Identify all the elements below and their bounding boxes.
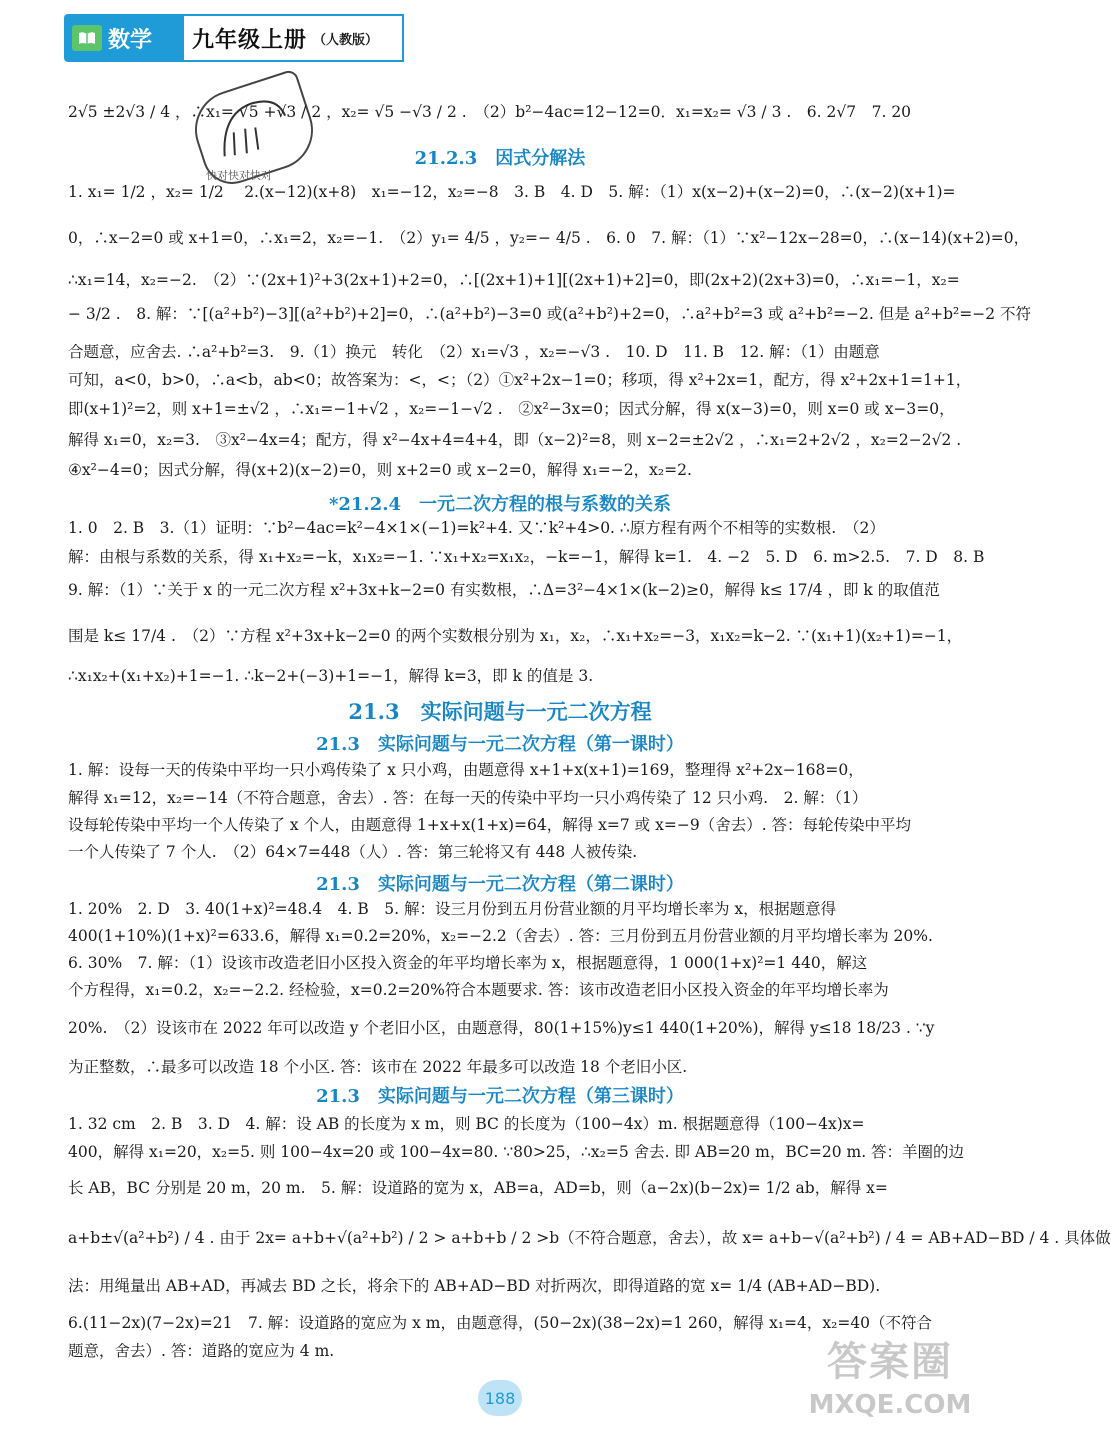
section-heading: 21.3 实际问题与一元二次方程（第一课时） bbox=[316, 734, 684, 755]
grade-tag bbox=[184, 14, 404, 62]
text-line: 1. 解：设每一天的传染中平均一只小鸡传染了 x 只小鸡，由题意得 x+1+x(x+1)=169，整理得 x²+2x−168=0， bbox=[68, 761, 864, 779]
text-line: 1. x₁= 1/2 ，x₂= 1/2 2.(x−12)(x+8) x₁=−12，x₂=−8 3. B 4. D 5. 解：（1）x(x−2)+(x−2)=0，∴(x−2)(x+1)= bbox=[68, 183, 956, 201]
text-line: 围是 k≤ 17/4 . （2）∵方程 x²+3x+k−2=0 的两个实数根分别为 x₁，x₂，∴x₁+x₂=−3，x₁x₂=k−2. ∵(x₁+1)(x₂+1)=−1， bbox=[68, 627, 963, 645]
section-heading: 21.3 实际问题与一元二次方程（第二课时） bbox=[316, 874, 684, 895]
text-line: 解得 x₁=0，x₂=3. ③x²−4x=4；配方，得 x²−4x+4=4+4，即（x−2)²=8，则 x−2=±2√2 ，∴x₁=2+2√2 ，x₂=2−2√2 . bbox=[68, 431, 962, 449]
text-line: 合题意，应舍去. ∴a²+b²=3. 9.（1）换元 转化 （2）x₁=√3 ，x₂=−√3 . 10. D 11. B 12. 解：（1）由题意 bbox=[68, 343, 880, 361]
text-line: 题意，舍去）. 答：道路的宽应为 4 m. bbox=[68, 1342, 335, 1360]
text-line: 解得 x₁=12，x₂=−14（不符合题意，舍去）. 答：在每一天的传染中平均一只小鸡传染了 12 只小鸡. 2. 解：（1） bbox=[68, 789, 868, 807]
text-line: 0，∴x−2=0 或 x+1=0，∴x₁=2，x₂=−1. （2）y₁= 4/5 ，y₂=− 4/5 . 6. 0 7. 解：（1）∵x²−12x−28=0，∴(x−14)(x+2)=0， bbox=[68, 229, 1030, 247]
text-line: ④x²−4=0；因式分解，得(x+2)(x−2)=0，则 x+2=0 或 x−2=0，解得 x₁=−2，x₂=2. bbox=[68, 461, 692, 479]
section-heading: *21.2.4 一元二次方程的根与系数的关系 bbox=[328, 494, 672, 515]
text-line: 6.(11−2x)(7−2x)=21 7. 解：设道路的宽应为 x m，由题意得，(50−2x)(38−2x)=1 260，解得 x₁=4，x₂=40（不符合 bbox=[68, 1314, 933, 1332]
grade-label: 九年级上册 bbox=[192, 26, 308, 53]
text-line: 解：由根与系数的关系，得 x₁+x₂=−k，x₁x₂=−1. ∵x₁+x₂=x₁x₂，−k=−1，解得 k=1. 4. −2 5. D 6. m>2.5. 7. D 8. B bbox=[68, 548, 985, 566]
text-line: ∴x₁x₂+(x₁+x₂)+1=−1. ∴k−2+(−3)+1=−1，解得 k=3，即 k 的值是 3. bbox=[68, 667, 594, 685]
text-line: 400(1+10%)(1+x)²=633.6，解得 x₁=0.2=20%，x₂=−2.2（舍去）. 答：三月份到五月份营业额的月平均增长率为 20%. bbox=[68, 927, 933, 945]
text-line: − 3/2 . 8. 解：∵[(a²+b²)−3][(a²+b²)+2]=0，∴(a²+b²)−3=0 或(a²+b²)+2=0，∴a²+b²=3 或 a²+b²=−2. 但是 a²+b²=−2 不符 bbox=[68, 305, 1031, 323]
text-line: 长 AB，BC 分别是 20 m，20 m. 5. 解：设道路的宽为 x，AB=a，AD=b，则（a−2x)(b−2x)= 1/2 ab，解得 x= bbox=[68, 1179, 888, 1197]
subject-tag bbox=[64, 14, 184, 62]
text-line: 1. 32 cm 2. B 3. D 4. 解：设 AB 的长度为 x m，则 BC 的长度为（100−4x）m. 根据题意得（100−4x)x= bbox=[68, 1115, 865, 1133]
text-line: 6. 30% 7. 解：（1）设该市改造老旧小区投入资金的年平均增长率为 x，根据题意得，1 000(1+x)²=1 440，解这 bbox=[68, 954, 868, 972]
subject-label: 数学 bbox=[108, 27, 153, 53]
text-line: ∴x₁=14，x₂=−2. （2）∵(2x+1)²+3(2x+1)+2=0，∴[(2x+1)+1][(2x+1)+2]=0，即(2x+2)(2x+3)=0，∴x₁=−1，x₂= bbox=[68, 271, 960, 289]
watermark bbox=[800, 1336, 980, 1432]
text-line: 个方程得，x₁=0.2，x₂=−2.2. 经检验，x=0.2=20%符合本题要求. 答：该市改造老旧小区投入资金的年平均增长率为 bbox=[68, 981, 889, 999]
text-line: 1. 20% 2. D 3. 40(1+x)²=48.4 4. B 5. 解：设三月份到五月份营业额的月平均增长率为 x，根据题意得 bbox=[68, 900, 837, 918]
text-line: 20%. （2）设该市在 2022 年可以改造 y 个老旧小区，由题意得，80(1+15%)y≤1 440(1+20%)，解得 y≤18 18/23 . ∵y bbox=[68, 1019, 935, 1037]
text-line: 为正整数，∴最多可以改造 18 个小区. 答：该市在 2022 年最多可以改造 18 个老旧小区. bbox=[68, 1058, 688, 1076]
page-number: 188 bbox=[478, 1380, 522, 1416]
text-line: 400，解得 x₁=20，x₂=5. 则 100−4x=20 或 100−4x=80. ∵80>25，∴x₂=5 舍去. 即 AB=20 m，BC=20 m. 答：羊圈的边 bbox=[68, 1143, 965, 1161]
watermark-url: MXQE.COM bbox=[808, 1390, 972, 1420]
text-line: a+b±√(a²+b²) / 4 . 由于 2x= a+b+√(a²+b²) / 2 > a+b+b / 2 >b（不符合题意，舍去），故 x= a+b−√(a²+b²) / 4 = AB+AD−BD / 4 . 具体做 bbox=[68, 1229, 1111, 1247]
text-line: 可知，a<0，b>0，∴a<b，ab<0；故答案为：<，<；（2）①x²+2x−1=0；移项，得 x²+2x=1，配方，得 x²+2x+1=1+1， bbox=[68, 371, 972, 389]
text-line: 1. 0 2. B 3.（1）证明：∵b²−4ac=k²−4×1×(−1)=k²+4. 又∵k²+4>0. ∴原方程有两个不相等的实数根. （2） bbox=[68, 519, 885, 537]
watermark-text: 答案圈 bbox=[827, 1339, 953, 1385]
text-line: 即(x+1)²=2，则 x+1=±√2 ，∴x₁=−1+√2 ，x₂=−1−√2 . ②x²−3x=0；因式分解，得 x(x−3)=0，则 x=0 或 x−3=0， bbox=[68, 400, 955, 418]
text-line: 9. 解：（1）∵关于 x 的一元二次方程 x²+3x+k−2=0 有实数根，∴Δ=3²−4×1×(k−2)≥0，解得 k≤ 17/4 ，即 k 的取值范 bbox=[68, 581, 940, 599]
text-line: 一个人传染了 7 个人. （2）64×7=448（人）. 答：第三轮将又有 448 人被传染. bbox=[68, 843, 638, 861]
book-icon bbox=[72, 25, 102, 51]
edition-label: （人教版） bbox=[313, 32, 379, 48]
text-line: 法：用绳量出 AB+AD，再减去 BD 之长，将余下的 AB+AD−BD 对折两次，即得道路的宽 x= 1/4 (AB+AD−BD). bbox=[68, 1277, 881, 1295]
chapter-heading: 21.3 实际问题与一元二次方程 bbox=[348, 699, 652, 724]
text-line: 2√5 ±2√3 / 4 ，∴x₁= √5 +√3 / 2 ，x₂= √5 −√3 / 2 . （2）b²−4ac=12−12=0．x₁=x₂= √3 / 3 . 6. 2√7 7. 20 bbox=[68, 103, 912, 121]
section-heading: 21.2.3 因式分解法 bbox=[414, 148, 586, 169]
text-line: 设每轮传染中平均一个人传染了 x 个人，由题意得 1+x+x(1+x)=64，解得 x=7 或 x=−9（舍去）. 答：每轮传染中平均 bbox=[68, 816, 912, 834]
section-heading: 21.3 实际问题与一元二次方程（第三课时） bbox=[316, 1086, 684, 1107]
header-badge bbox=[64, 14, 404, 62]
stamp-text: 快对快对快对 bbox=[206, 169, 272, 182]
